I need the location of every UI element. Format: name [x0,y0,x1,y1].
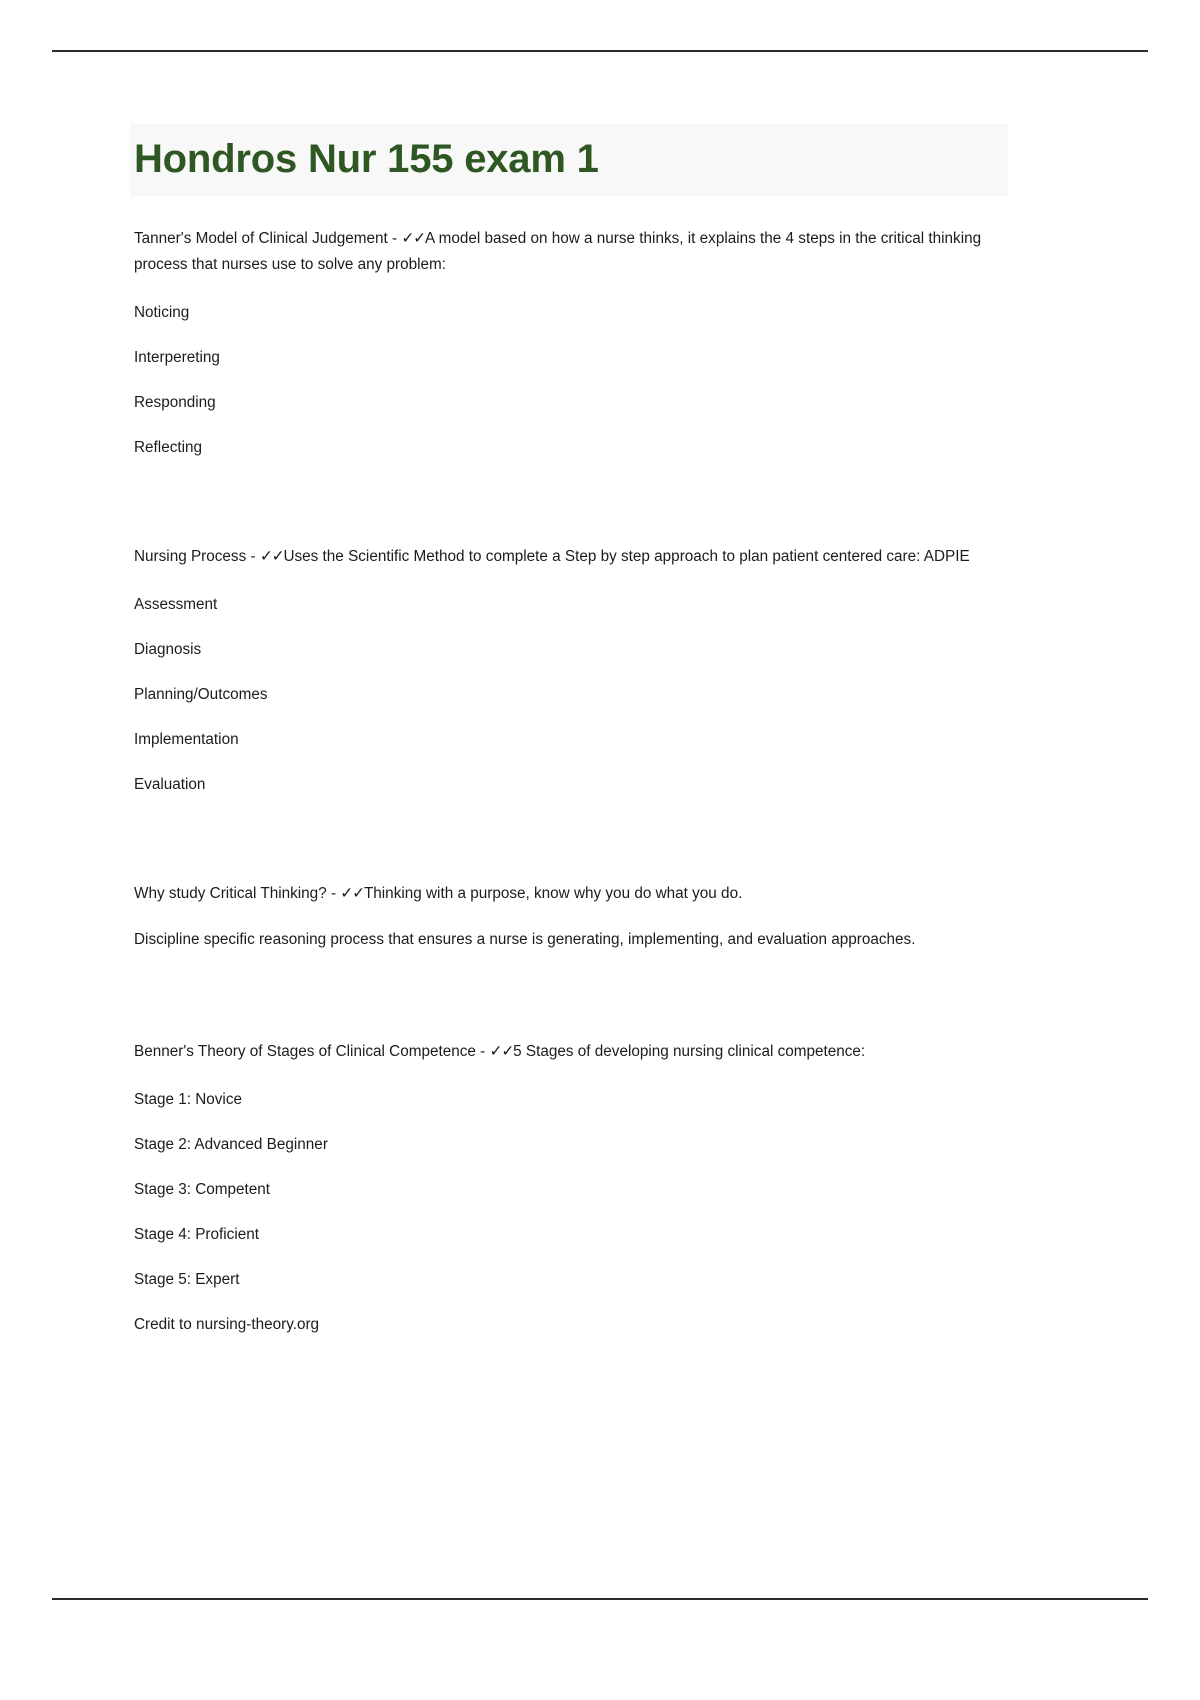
check-marks-icon: ✓✓ [259,548,284,565]
section-lead [134,544,994,570]
page-title: Hondros Nur 155 exam 1 [134,137,599,181]
list-item: Noticing [134,304,190,321]
list-item: Reflecting [134,439,203,456]
list-item: Diagnosis [134,641,202,658]
list-item: Stage 3: Competent [134,1181,271,1198]
definition-text: A model based on how a nurse thinks, it explains the 4 steps in the critical thinking process that nurses use to solve any problem: [134,230,982,273]
definition-text: 5 Stages of developing nursing clinical competence: [513,1043,866,1060]
list-item: Responding [134,394,216,411]
list-item: Interpereting [134,349,220,366]
check-marks-icon: ✓✓ [401,230,425,247]
document-body [134,124,1008,1357]
definition-text: Uses the Scientific Method to complete a Step by step approach to plan patient centered care: ADPIE [283,548,970,565]
list-item: Stage 1: Novice [134,1091,242,1108]
list-item: Evaluation [134,776,206,793]
section-lead [134,881,994,907]
list-item: Implementation [134,731,239,748]
definition-text: Thinking with a purpose, know why you do what you do. [363,885,743,902]
section-lead [134,226,994,278]
list-item: Assessment [134,596,218,613]
section-critical-thinking [134,881,1008,953]
section-note: Discipline specific reasoning process that ensures a nurse is generating, implementing, and evaluation approaches. [134,931,916,948]
check-marks-icon: ✓✓ [340,885,364,902]
title-band [130,124,1008,196]
section-benners-theory [134,1039,1008,1338]
section-spacer [134,480,1008,514]
section-lead [134,1039,994,1065]
term-label: Benner's Theory of Stages of Clinical Competence - [134,1043,490,1060]
list-item: Planning/Outcomes [134,686,268,703]
section-spacer [134,817,1008,851]
list-item: Stage 2: Advanced Beginner [134,1136,328,1153]
footer-divider [52,1598,1148,1600]
section-nursing-process [134,544,1008,798]
credit-line: Credit to nursing-theory.org [134,1316,320,1333]
term-label: Nursing Process - [134,548,260,565]
section-tanners-model [134,226,1008,461]
check-marks-icon: ✓✓ [489,1043,514,1060]
list-item: Stage 5: Expert [134,1271,240,1288]
section-spacer [134,975,1008,1009]
term-label: Why study Critical Thinking? - [134,885,341,902]
term-label: Tanner's Model of Clinical Judgement - [134,230,402,247]
list-item: Stage 4: Proficient [134,1226,259,1243]
header-divider [52,50,1148,52]
